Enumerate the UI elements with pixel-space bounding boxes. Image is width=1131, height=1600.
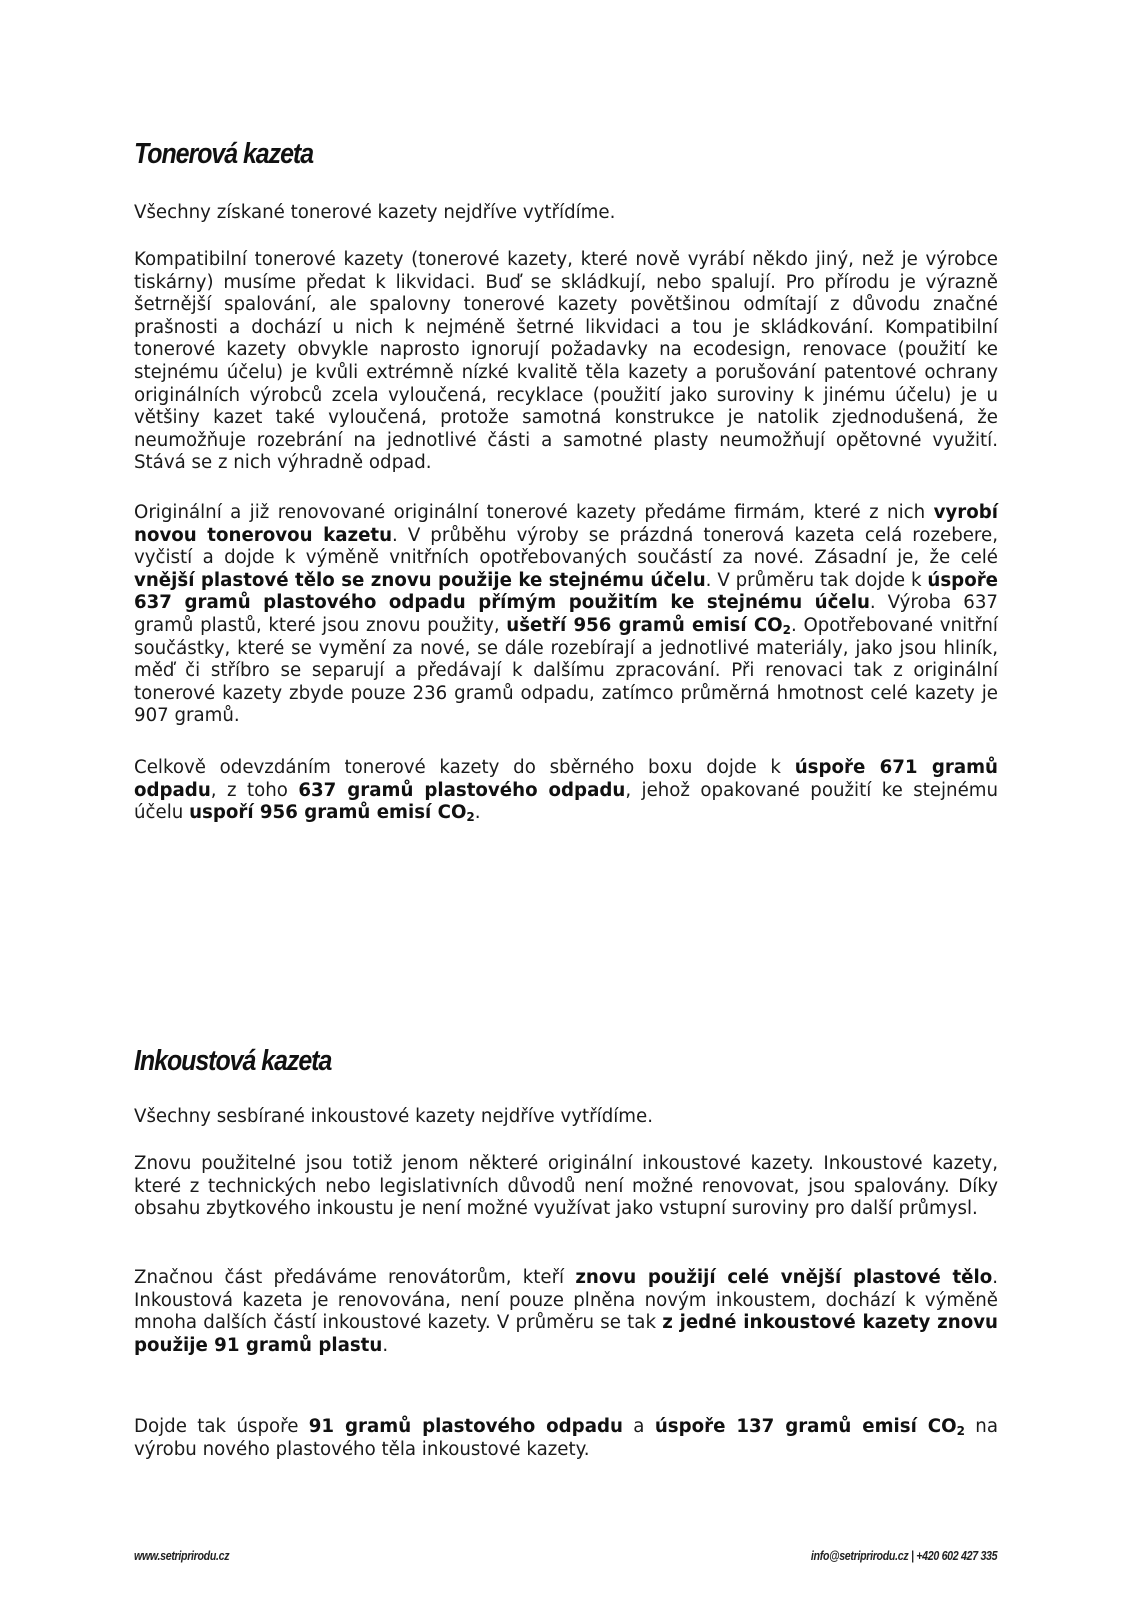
ink-intro-paragraph: Všechny sesbírané inkoustové kazety nejdříve vytřídíme. <box>134 1106 653 1127</box>
ink-summary-paragraph: Dojde tak úspoře 91 gramů plastového odpadu a úspoře 137 gramů emisí $CO_2$ na výrobu nového plastového těla inkoustové kazety. <box>134 1416 998 1460</box>
ink-renovation-paragraph: Značnou část předáváme renovátorům, kteří znovu použijí celé vnější plastové tělo. Inkoustová kazeta je renovována, není pouze plněna novým inkoustem, dochází k výměně mnoha dalších částí inkoustové kazety. V průměru se tak z jedné inkoustové kazety znovu použije 91 gramů plastu. <box>134 1267 998 1356</box>
toner-intro-paragraph: Všechny získané tonerové kazety nejdříve vytřídíme. <box>134 202 616 223</box>
toner-summary-paragraph: Celkově odevzdáním tonerové kazety do sběrného boxu dojde k úspoře 671 gramů odpadu, z toho 637 gramů plastového odpadu, jehož opakované použití ke stejnému účelu uspoří 956 gramů emisí $CO_2$. <box>134 757 999 825</box>
ink-reuse-paragraph: Znovu použitelné jsou totiž jenom některé originální inkoustové kazety. Inkoustové kazety, které z technických nebo legislativních důvodů není možné renovovat, jsou spalovány. Díky obsahu zbytkového inkoustu je není možné využívat jako vstupní suroviny pro další průmysl. <box>134 1153 998 1220</box>
toner-compatible-paragraph: Kompatibilní tonerové kazety (tonerové kazety, které nově vyrábí někdo jiný, než je výrobce tiskárny) musíme předat k likvidaci. Buď se skládkují, nebo spalují. Pro přírodu je výrazně šetrnější spalování, ale spalovny tonerové kazety povětšinou odmítají z důvodu značné prašnosti a dochází u nich k nejméně šetrné likvidaci a tou je skládkování. Kompatibilní tonerové kazety obvykle naprosto ignorují požadavky na ecodesign, renovace (použití ke stejnému účelu) je kvůli extrémně nízké kvalitě těla kazety a porušování patentové ochrany originálních výrobců zcela vyloučená, recyklace (použití jako suroviny k jinému účelu) je u většiny kazet také vyloučená, protože samotná konstrukce je natolik zjednodušená, že neumožňuje rozebrání na jednotlivé části a samotné plasty neumožňují opětovné využití. Stává se z nich výhradně odpad. <box>134 249 998 474</box>
section-title-ink: Inkoustová kazeta <box>134 1045 332 1077</box>
footer-website-link[interactable]: www.setriprirodu.cz <box>134 1548 230 1563</box>
section-title-toner: Tonerová kazeta <box>134 138 314 170</box>
footer-contact-info[interactable]: info@setriprirodu.cz | +420 602 427 335 <box>810 1548 997 1563</box>
toner-original-paragraph: Originální a již renovované originální tonerové kazety předáme firmám, které z nich vyrobí novou tonerovou kazetu. V průběhu výroby se prázdná tonerová kazeta celá rozebere, vyčistí a dojde k výměně vnitřních opotřebovaných součástí za nové. Zásadní je, že celé vnější plastové tělo se znovu použije ke stejnému účelu. V průměru tak dojde k úspoře 637 gramů plastového odpadu přímým použitím ke stejnému účelu. Výroba 637 gramů plastů, které jsou znovu použity, ušetří 956 gramů emisí $CO_2$. Opotřebované vnitřní součástky, které se vymění za nové, se dále rozebírají a jednotlivé materiály, jako jsou hliník, měď či stříbro se separují a předávají k dalšímu zpracování. Při renovaci tak z originální tonerové kazety zbyde pouze 236 gramů odpadu, zatímco průměrná hmotnost celé kazety je 907 gramů. <box>134 502 998 727</box>
